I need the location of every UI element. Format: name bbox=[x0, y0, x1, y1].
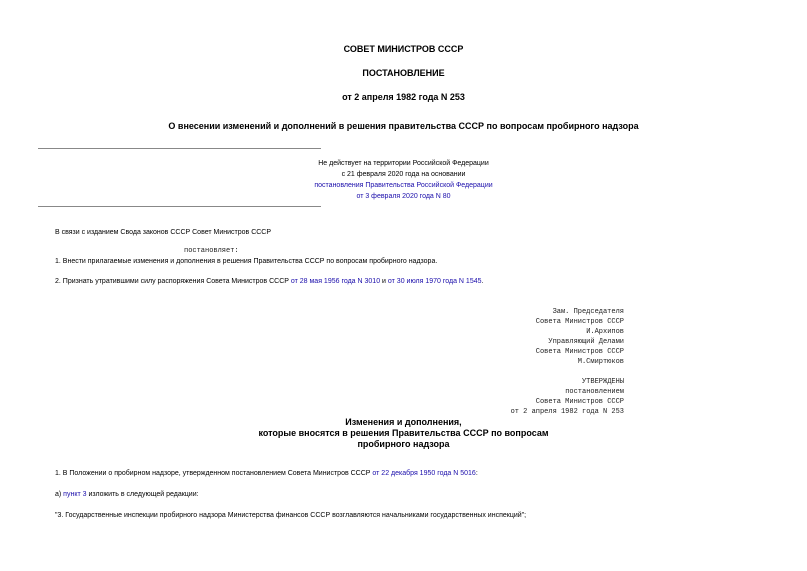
notice-line-1: Не действует на территории Российской Федерации bbox=[318, 160, 489, 167]
annex-p1-link[interactable]: от 22 декабря 1950 года N 5016 bbox=[372, 470, 476, 477]
divider-bottom bbox=[38, 206, 321, 207]
signature-business-manager bbox=[536, 337, 624, 367]
signature-2-line-3: М.Смиртюков bbox=[577, 358, 624, 366]
signature-1-line-2: Совета Министров СССР bbox=[535, 318, 624, 326]
doc-date: от 2 апреля 1982 года N 253 bbox=[342, 92, 465, 102]
divider-top bbox=[38, 148, 321, 149]
doc-title: О внесении изменений и дополнений в решения правительства СССР по вопросам пробирного надзора bbox=[168, 121, 639, 131]
approved-line-1: УТВЕРЖДЕНЫ bbox=[581, 378, 624, 386]
decrees-word: постановляет: bbox=[184, 247, 239, 255]
signature-1-line-3: И.Архипов bbox=[586, 328, 624, 336]
signature-deputy-chairman bbox=[536, 307, 624, 337]
approved-line-4: от 2 апреля 1982 года N 253 bbox=[510, 408, 624, 416]
annex-p2-suffix: изложить в следующей редакции: bbox=[86, 491, 199, 498]
notice-line-2: с 21 февраля 2020 года на основании bbox=[341, 171, 466, 178]
annex-paragraph-3: "3. Государственные инспекции пробирного надзора Министерства финансов СССР возглавляются начальниками государственных инспекций"; bbox=[55, 512, 527, 519]
annex-p1-prefix: 1. В Положении о пробирном надзоре, утвержденном постановлением Совета Министров СССР bbox=[55, 470, 373, 477]
status-notice bbox=[0, 158, 807, 202]
annex-title-line-3: пробирного надзора bbox=[357, 439, 450, 449]
notice-link-2[interactable]: от 3 февраля 2020 года N 80 bbox=[356, 193, 451, 200]
item-2-mid: и bbox=[380, 278, 388, 285]
item-1: 1. Внести прилагаемые изменения и дополнения в решения Правительства СССР по вопросам пробирного надзора. bbox=[55, 258, 438, 265]
intro-paragraph: В связи с изданием Свода законов СССР Совет Министров СССР bbox=[55, 229, 272, 236]
notice-link-1[interactable]: постановления Правительства Российской Федерации bbox=[314, 182, 493, 189]
approved-block bbox=[511, 377, 624, 417]
annex-paragraph-1 bbox=[55, 468, 478, 479]
annex-p2-link[interactable]: пункт 3 bbox=[63, 491, 87, 498]
annex-p1-suffix: : bbox=[475, 470, 478, 477]
annex-p2-prefix: а) bbox=[55, 491, 64, 498]
annex-title bbox=[0, 417, 807, 450]
org-name: СОВЕТ МИНИСТРОВ СССР bbox=[343, 44, 464, 54]
item-2-suffix: . bbox=[481, 278, 484, 285]
approved-line-2: постановлением bbox=[565, 388, 624, 396]
signature-2-line-1: Управляющий Делами bbox=[548, 338, 624, 346]
annex-paragraph-2 bbox=[55, 489, 199, 500]
annex-title-line-2: которые вносятся в решения Правительства СССР по вопросам bbox=[258, 428, 549, 438]
item-2-link-2[interactable]: от 30 июля 1970 года N 1545 bbox=[387, 278, 482, 285]
signature-2-line-2: Совета Министров СССР bbox=[535, 348, 624, 356]
item-2-link-1[interactable]: от 28 мая 1956 года N 3010 bbox=[290, 278, 381, 285]
doc-type: ПОСТАНОВЛЕНИЕ bbox=[362, 68, 445, 78]
annex-title-line-1: Изменения и дополнения, bbox=[345, 417, 462, 427]
item-2-prefix: 2. Признать утратившими силу распоряжения Совета Министров СССР bbox=[55, 278, 291, 285]
item-2 bbox=[55, 276, 483, 287]
approved-line-3: Совета Министров СССР bbox=[535, 398, 624, 406]
signature-1-line-1: Зам. Председателя bbox=[552, 308, 624, 316]
